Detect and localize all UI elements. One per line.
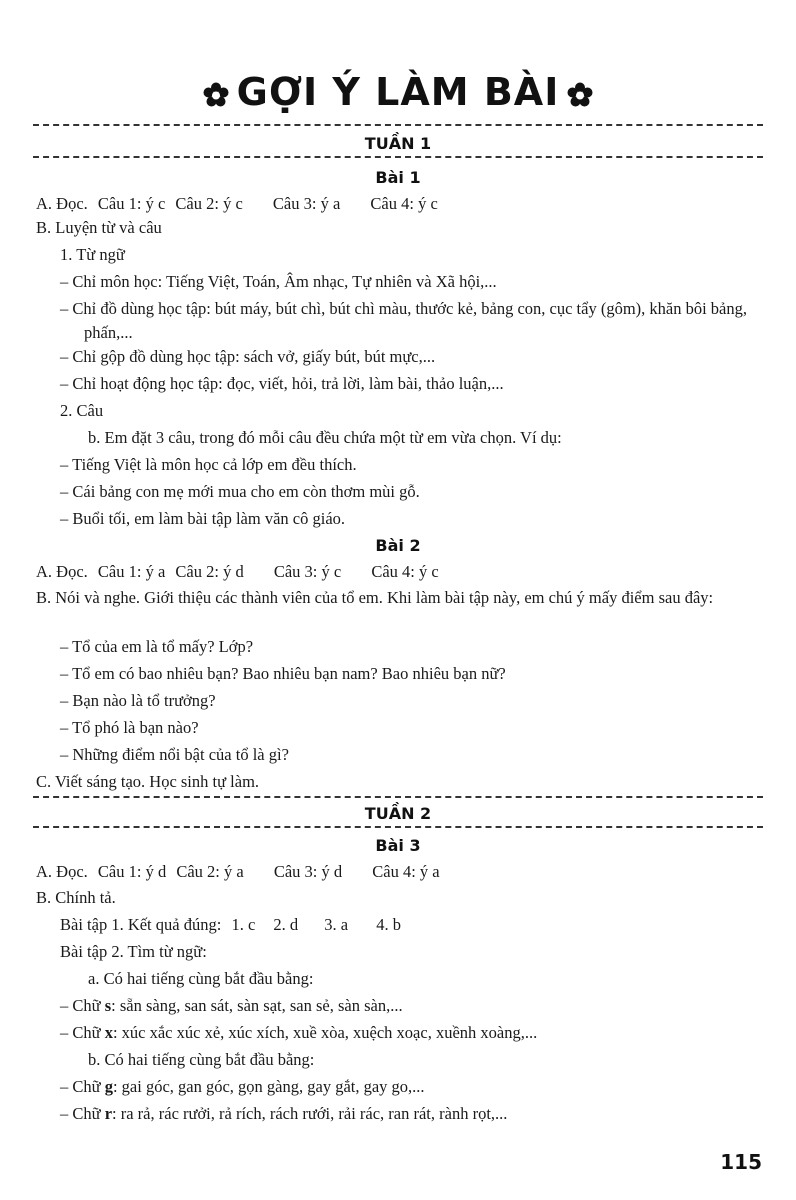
list-item: – Tổ phó là bạn nào? — [60, 718, 199, 737]
item-letter: x — [104, 1023, 113, 1042]
bai2-heading: Bài 2 — [375, 536, 421, 555]
list-item — [60, 994, 403, 1018]
flower-icon — [203, 82, 229, 108]
cau-b: b. Em đặt 3 câu, trong đó mỗi câu đều chứa một từ em vừa chọn. Ví dụ: — [88, 428, 562, 447]
bai3-heading: Bài 3 — [375, 836, 421, 855]
title-text: GỢI Ý LÀM BÀI — [236, 70, 560, 114]
list-item: – Chỉ hoạt động học tập: đọc, viết, hỏi, trả lời, làm bài, thảo luận,... — [60, 374, 504, 393]
answer: Câu 4: ý c — [370, 194, 438, 213]
item-words: : gai góc, gan góc, gọn gàng, gay gắt, gay go,... — [112, 1077, 425, 1096]
bai1-heading: Bài 1 — [375, 168, 421, 187]
week2-heading: TUẦN 2 — [364, 804, 432, 823]
answer: Câu 1: ý c — [97, 194, 166, 213]
item-label: – Chữ — [60, 1023, 105, 1042]
list-item: – Tiếng Việt là môn học cả lớp em đều thích. — [60, 455, 357, 474]
bt1-line — [60, 913, 401, 937]
answer: Câu 3: ý c — [273, 562, 342, 581]
bt2-heading: Bài tập 2. Tìm từ ngữ: — [60, 942, 207, 961]
b-heading: B. Luyện từ và câu — [36, 218, 162, 237]
week1-heading: TUẦN 1 — [364, 134, 432, 153]
bai2-doc-line — [36, 560, 439, 584]
answer: Câu 2: ý d — [175, 562, 244, 581]
item-label: – Chữ — [60, 1077, 105, 1096]
list-item — [60, 1075, 425, 1099]
b-text: B. Nói và nghe. Giới thiệu các thành viên của tổ em. Khi làm bài tập này, em chú ý mấy điểm sau đây: — [36, 588, 714, 607]
list-item: – Cái bảng con mẹ mới mua cho em còn thơm mùi gỗ. — [60, 482, 420, 501]
answer: Câu 4: ý c — [371, 562, 439, 581]
list-item — [60, 1021, 537, 1045]
list-item: – Những điểm nổi bật của tổ là gì? — [60, 745, 289, 764]
answer: Câu 3: ý d — [273, 862, 343, 881]
list-item — [60, 1102, 507, 1126]
divider — [33, 796, 763, 798]
doc-prefix: A. Đọc. — [36, 194, 88, 213]
tu-ngu-heading: 1. Từ ngữ — [60, 245, 125, 264]
answer: Câu 4: ý a — [372, 862, 440, 881]
list-item: – Tổ em có bao nhiêu bạn? Bao nhiêu bạn nam? Bao nhiêu bạn nữ? — [60, 664, 506, 683]
answer: 3. a — [324, 915, 349, 934]
item-words: : sẵn sàng, san sát, sàn sạt, san sẻ, sàn sàn,... — [111, 996, 403, 1015]
answer: Câu 1: ý a — [97, 562, 166, 581]
list-item: – Buổi tối, em làm bài tập làm văn cô giáo. — [60, 509, 346, 528]
list-item: – Chỉ môn học: Tiếng Việt, Toán, Âm nhạc, Tự nhiên và Xã hội,... — [60, 272, 497, 291]
list-item: – Tổ của em là tổ mấy? Lớp? — [60, 637, 254, 656]
page-number: 115 — [720, 1150, 762, 1174]
answer: Câu 2: ý c — [175, 194, 243, 213]
bai1-doc-line — [36, 192, 438, 216]
item-label: – Chữ — [60, 996, 105, 1015]
list-item: – Bạn nào là tổ trưởng? — [60, 691, 216, 710]
item-label: – Chữ — [60, 1104, 105, 1123]
list-item: – Chỉ gộp đồ dùng học tập: sách vở, giấy bút, bút mực,... — [60, 347, 436, 366]
bt2-a: a. Có hai tiếng cùng bắt đầu bằng: — [88, 969, 314, 988]
divider — [33, 826, 763, 828]
divider — [33, 156, 763, 158]
bai3-doc-line — [36, 860, 440, 884]
bt1-prefix: Bài tập 1. Kết quả đúng: — [60, 915, 222, 934]
divider — [33, 124, 763, 126]
answer: Câu 3: ý a — [272, 194, 341, 213]
answer: 4. b — [376, 915, 401, 934]
answer: 2. d — [273, 915, 299, 934]
b-heading: B. Chính tả. — [36, 888, 116, 907]
flower-icon — [567, 82, 593, 108]
item-letter: s — [104, 996, 112, 1015]
list-item: – Chỉ đồ dùng học tập: bút máy, bút chì, bút chì màu, thước kẻ, bảng con, cục tẩy (gôm), khăn bôi bảng, phấn,... — [60, 299, 747, 342]
page-title — [0, 70, 796, 114]
item-words: : xúc xắc xúc xẻ, xúc xích, xuề xòa, xuệch xoạc, xuềnh xoàng,... — [112, 1023, 538, 1042]
item-words: : ra rả, rác rưởi, rả rích, rách rưới, rải rác, ran rát, rành rọt,... — [112, 1104, 508, 1123]
c-text: C. Viết sáng tạo. Học sinh tự làm. — [36, 772, 260, 791]
doc-prefix: A. Đọc. — [36, 562, 88, 581]
item-letter: r — [104, 1104, 113, 1123]
cau-heading: 2. Câu — [60, 401, 104, 420]
answer: Câu 2: ý a — [176, 862, 244, 881]
item-letter: g — [104, 1077, 113, 1096]
doc-prefix: A. Đọc. — [36, 862, 88, 881]
answer: 1. c — [231, 915, 256, 934]
bt2-b: b. Có hai tiếng cùng bắt đầu bằng: — [88, 1050, 315, 1069]
answer: Câu 1: ý d — [97, 862, 167, 881]
